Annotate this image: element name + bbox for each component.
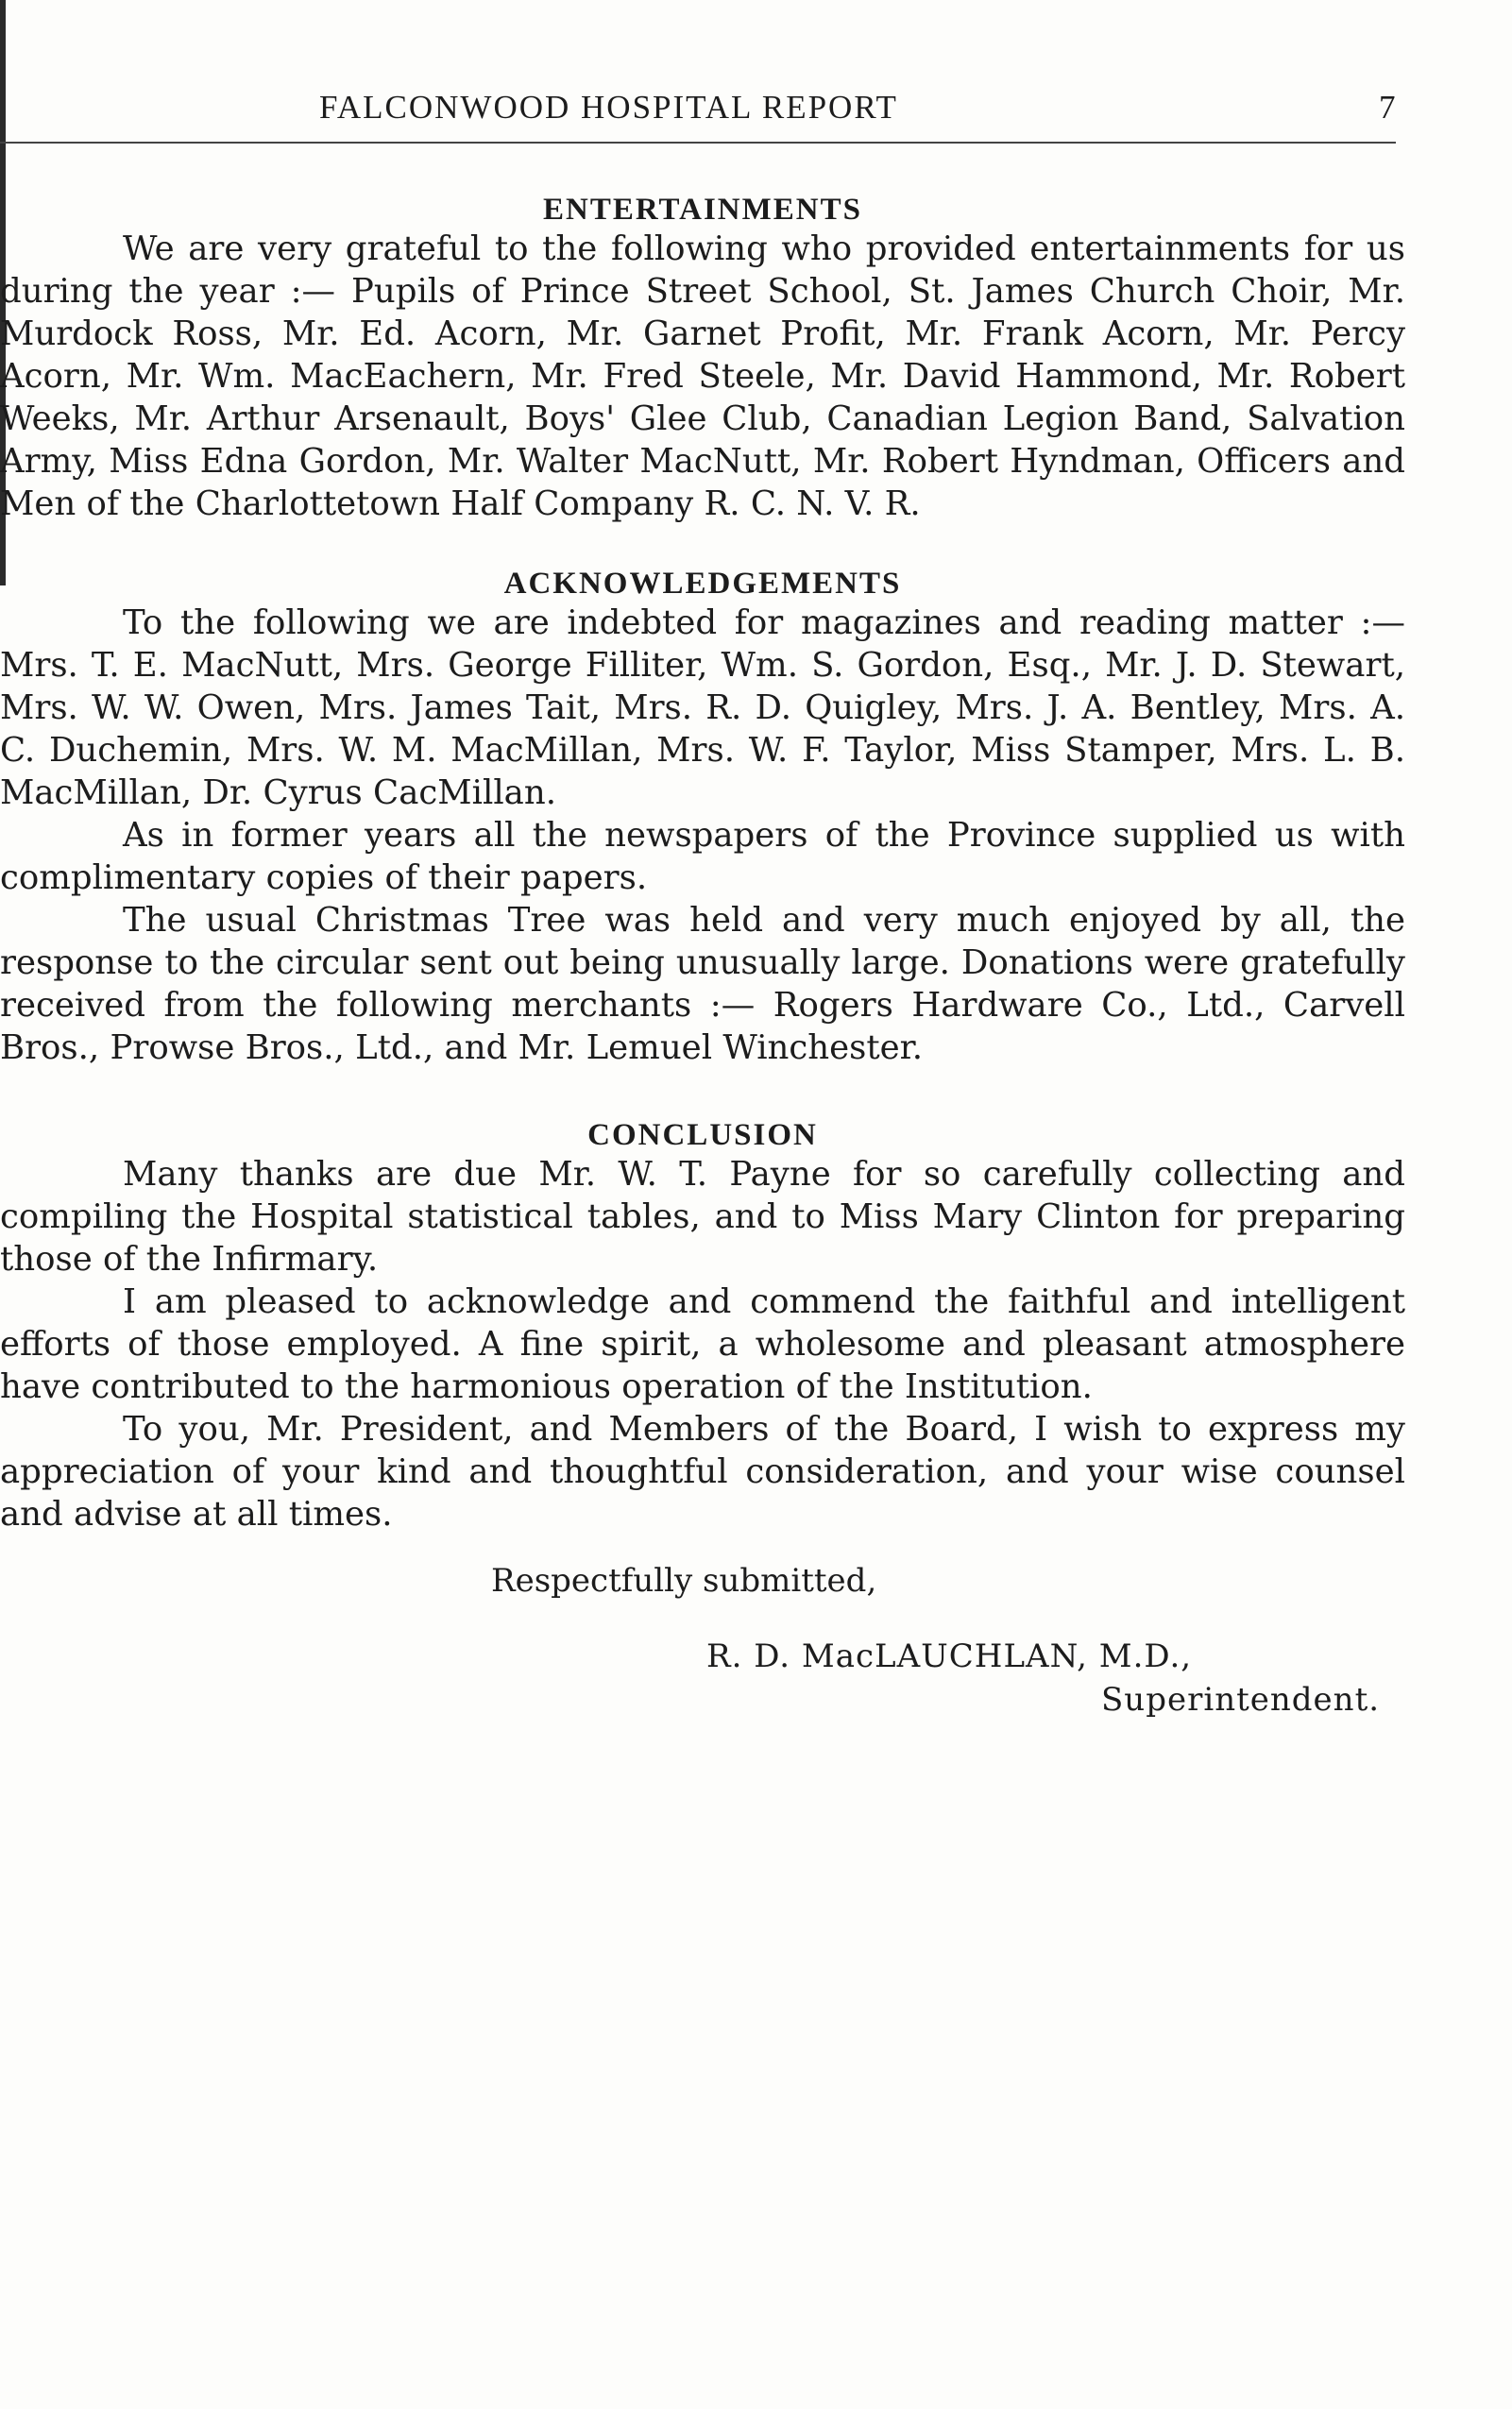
reading-matter-paragraph: To the following we are indebted for magazines and reading matter :— Mrs. T. E. MacNutt, Mrs. George Filliter, Wm. S. Gordon, Esq., Mr. J. D. Stewart, Mrs. W. W. Owen, Mrs. James Tait, Mrs. R. D. Quigley, Mrs. J. A. Bentley, Mrs. A. C. Duchemin, Mrs. W. M. MacMillan, Mrs. W. F. Taylor, Miss Stamper, Mrs. L. B. MacMillan, Dr. Cyrus CacMillan. <box>0 603 1405 812</box>
page-number: 7 <box>1379 89 1396 126</box>
report-body <box>0 189 1405 1719</box>
closing-salutation: Respectfully submitted, <box>491 1562 877 1600</box>
header-rule <box>0 142 1396 144</box>
thanks-paragraph: Many thanks are due Mr. W. T. Payne for so carefully collecting and compiling the Hospital statistical tables, and to Miss Mary Clinton for preparing those of the Infirmary. <box>0 1155 1405 1279</box>
christmas-tree-paragraph: The usual Christmas Tree was held and very much enjoyed by all, the response to the circular sent out being unusually large. Donations were gratefully received from the following merchants :— Rogers Hardware Co., Ltd., Carvell Bros., Prowse Bros., Ltd., and Mr. Lemuel Winchester. <box>0 901 1405 1067</box>
signer-name: R. D. MacLAUCHLAN, M.D., <box>706 1637 1193 1675</box>
page-header <box>0 89 1398 145</box>
conclusion-heading: CONCLUSION <box>587 1118 818 1152</box>
acknowledgements-heading: ACKNOWLEDGEMENTS <box>503 567 902 601</box>
newspapers-paragraph: As in former years all the newspapers of the Province supplied us with complimentary copies of their papers. <box>0 816 1405 897</box>
signer-title: Superintendent. <box>1101 1681 1381 1719</box>
entertainments-heading: ENTERTAINMENTS <box>543 193 862 227</box>
running-title: FALCONWOOD HOSPITAL REPORT <box>319 89 898 126</box>
board-paragraph: To you, Mr. President, and Members of the Board, I wish to express my appreciation of your kind and thoughtful consideration, and your wise counsel and advise at all times. <box>0 1410 1405 1534</box>
staff-paragraph: I am pleased to acknowledge and commend the faithful and intelligent efforts of those employed. A fine spirit, a wholesome and pleasant atmosphere have contributed to the harmonious operation of the Institution. <box>0 1282 1405 1406</box>
entertainments-paragraph: We are very grateful to the following who provided entertainments for us during the year :— Pupils of Prince Street School, St. James Church Choir, Mr. Murdock Ross, Mr. Ed. Acorn, Mr. Garnet Profit, Mr. Frank Acorn, Mr. Percy Acorn, Mr. Wm. MacEachern, Mr. Fred Steele, Mr. David Hammond, Mr. Robert Weeks, Mr. Arthur Arsenault, Boys' Glee Club, Canadian Legion Band, Salvation Army, Miss Edna Gordon, Mr. Walter MacNutt, Mr. Robert Hyndman, Officers and Men of the Charlottetown Half Company R. C. N. V. R. <box>0 229 1405 523</box>
